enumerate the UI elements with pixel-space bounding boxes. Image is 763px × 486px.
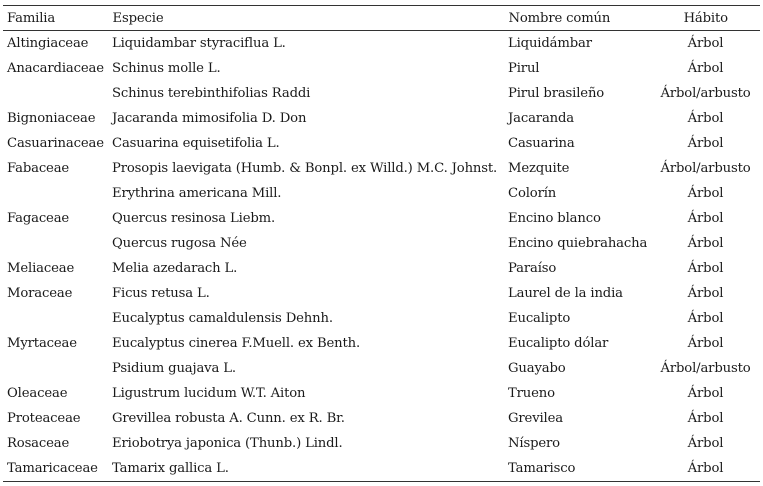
cell-especie: Quercus rugosa Née <box>112 236 247 251</box>
table-row <box>3 56 760 81</box>
cell-nombre-comun: Trueno <box>508 386 555 401</box>
cell-familia: Casuarinaceae <box>7 136 104 151</box>
table-row <box>3 256 760 281</box>
table-row <box>3 456 760 482</box>
cell-nombre-comun: Paraíso <box>508 261 557 276</box>
cell-nombre-comun: Colorín <box>508 186 557 201</box>
cell-habito: Árbol <box>687 186 724 201</box>
cell-nombre-comun: Tamarisco <box>504 456 651 482</box>
cell-especie: Ficus retusa L. <box>112 286 210 301</box>
table-row <box>3 306 760 331</box>
species-table <box>3 5 760 482</box>
table-header <box>3 6 760 31</box>
cell-nombre-comun: Casuarina <box>508 136 575 151</box>
table-row <box>3 231 760 256</box>
cell-habito: Árbol/arbusto <box>660 86 751 101</box>
cell-especie: Melia azedarach L. <box>112 261 238 276</box>
cell-nombre-comun: Encino quiebrahacha <box>508 236 648 251</box>
cell-nombre-comun: Eucalipto <box>508 311 571 326</box>
cell-familia: Oleaceae <box>7 386 68 401</box>
header-especie: Especie <box>108 6 504 31</box>
cell-especie: Eucalyptus camaldulensis Dehnh. <box>112 311 333 326</box>
cell-familia <box>3 306 108 331</box>
cell-especie: Schinus molle L. <box>112 61 221 76</box>
table-body <box>3 31 760 482</box>
cell-habito: Árbol <box>687 111 724 126</box>
cell-especie: Schinus terebinthifolias Raddi <box>112 86 311 101</box>
table-row <box>3 406 760 431</box>
cell-nombre-comun: Níspero <box>508 436 560 451</box>
cell-familia <box>3 231 108 256</box>
table-row <box>3 281 760 306</box>
header-nombre-comun: Nombre común <box>504 6 651 31</box>
cell-nombre-comun: Eucalipto dólar <box>508 336 609 351</box>
cell-especie: Erythrina americana Mill. <box>112 186 282 201</box>
cell-habito: Árbol <box>651 456 760 482</box>
cell-familia: Fagaceae <box>7 211 70 226</box>
cell-habito: Árbol <box>687 136 724 151</box>
table-row <box>3 356 760 381</box>
table-row <box>3 131 760 156</box>
cell-especie: Quercus resinosa Liebm. <box>112 211 276 226</box>
cell-habito: Árbol <box>687 61 724 76</box>
cell-especie: Ligustrum lucidum W.T. Aiton <box>112 386 306 401</box>
cell-nombre-comun: Jacaranda <box>508 111 575 126</box>
cell-familia: Myrtaceae <box>7 336 77 351</box>
cell-habito: Árbol <box>687 36 724 51</box>
cell-habito: Árbol <box>687 386 724 401</box>
cell-nombre-comun: Guayabo <box>508 361 566 376</box>
cell-familia: Moraceae <box>7 286 73 301</box>
cell-especie: Liquidambar styraciflua L. <box>112 36 286 51</box>
cell-familia <box>3 356 108 381</box>
cell-nombre-comun: Liquidámbar <box>508 36 592 51</box>
cell-familia: Proteaceae <box>7 411 81 426</box>
table-row <box>3 381 760 406</box>
cell-habito: Árbol <box>687 311 724 326</box>
table-row <box>3 81 760 106</box>
cell-familia: Bignoniaceae <box>7 111 96 126</box>
cell-familia: Rosaceae <box>7 436 70 451</box>
cell-especie: Psidium guajava L. <box>112 361 236 376</box>
cell-especie: Eriobotrya japonica (Thunb.) Lindl. <box>112 436 343 451</box>
cell-habito: Árbol <box>687 436 724 451</box>
cell-familia: Altingiaceae <box>7 36 89 51</box>
cell-habito: Árbol/arbusto <box>660 161 751 176</box>
cell-familia <box>3 181 108 206</box>
table-row <box>3 181 760 206</box>
header-familia: Familia <box>3 6 108 31</box>
cell-especie: Casuarina equisetifolia L. <box>112 136 280 151</box>
cell-habito: Árbol <box>687 261 724 276</box>
cell-nombre-comun: Grevilea <box>508 411 563 426</box>
cell-nombre-comun: Encino blanco <box>508 211 601 226</box>
table-row <box>3 156 760 181</box>
cell-especie: Grevillea robusta A. Cunn. ex R. Br. <box>112 411 345 426</box>
cell-habito: Árbol <box>687 211 724 226</box>
cell-especie: Prosopis laevigata (Humb. & Bonpl. ex Willd.) M.C. Johnst. <box>112 161 498 176</box>
cell-familia: Anacardiaceae <box>7 61 104 76</box>
cell-habito: Árbol <box>687 236 724 251</box>
cell-especie: Tamarix gallica L. <box>108 456 504 482</box>
cell-habito: Árbol/arbusto <box>660 361 751 376</box>
cell-especie: Jacaranda mimosifolia D. Don <box>112 111 307 126</box>
cell-familia: Meliaceae <box>7 261 75 276</box>
cell-familia: Tamaricaceae <box>3 456 108 482</box>
table-row <box>3 431 760 456</box>
cell-habito: Árbol <box>687 286 724 301</box>
table-row <box>3 106 760 131</box>
cell-familia: Fabaceae <box>7 161 70 176</box>
cell-nombre-comun: Mezquite <box>508 161 570 176</box>
species-table-container <box>3 5 760 482</box>
table-row <box>3 206 760 231</box>
table-row <box>3 31 760 57</box>
cell-nombre-comun: Pirul brasileño <box>508 86 605 101</box>
header-row <box>3 6 760 31</box>
cell-habito: Árbol <box>687 336 724 351</box>
table-row <box>3 331 760 356</box>
cell-nombre-comun: Pirul <box>508 61 540 76</box>
header-habito: Hábito <box>651 6 760 31</box>
cell-familia <box>3 81 108 106</box>
cell-nombre-comun: Laurel de la india <box>508 286 623 301</box>
cell-especie: Eucalyptus cinerea F.Muell. ex Benth. <box>112 336 361 351</box>
cell-habito: Árbol <box>687 411 724 426</box>
